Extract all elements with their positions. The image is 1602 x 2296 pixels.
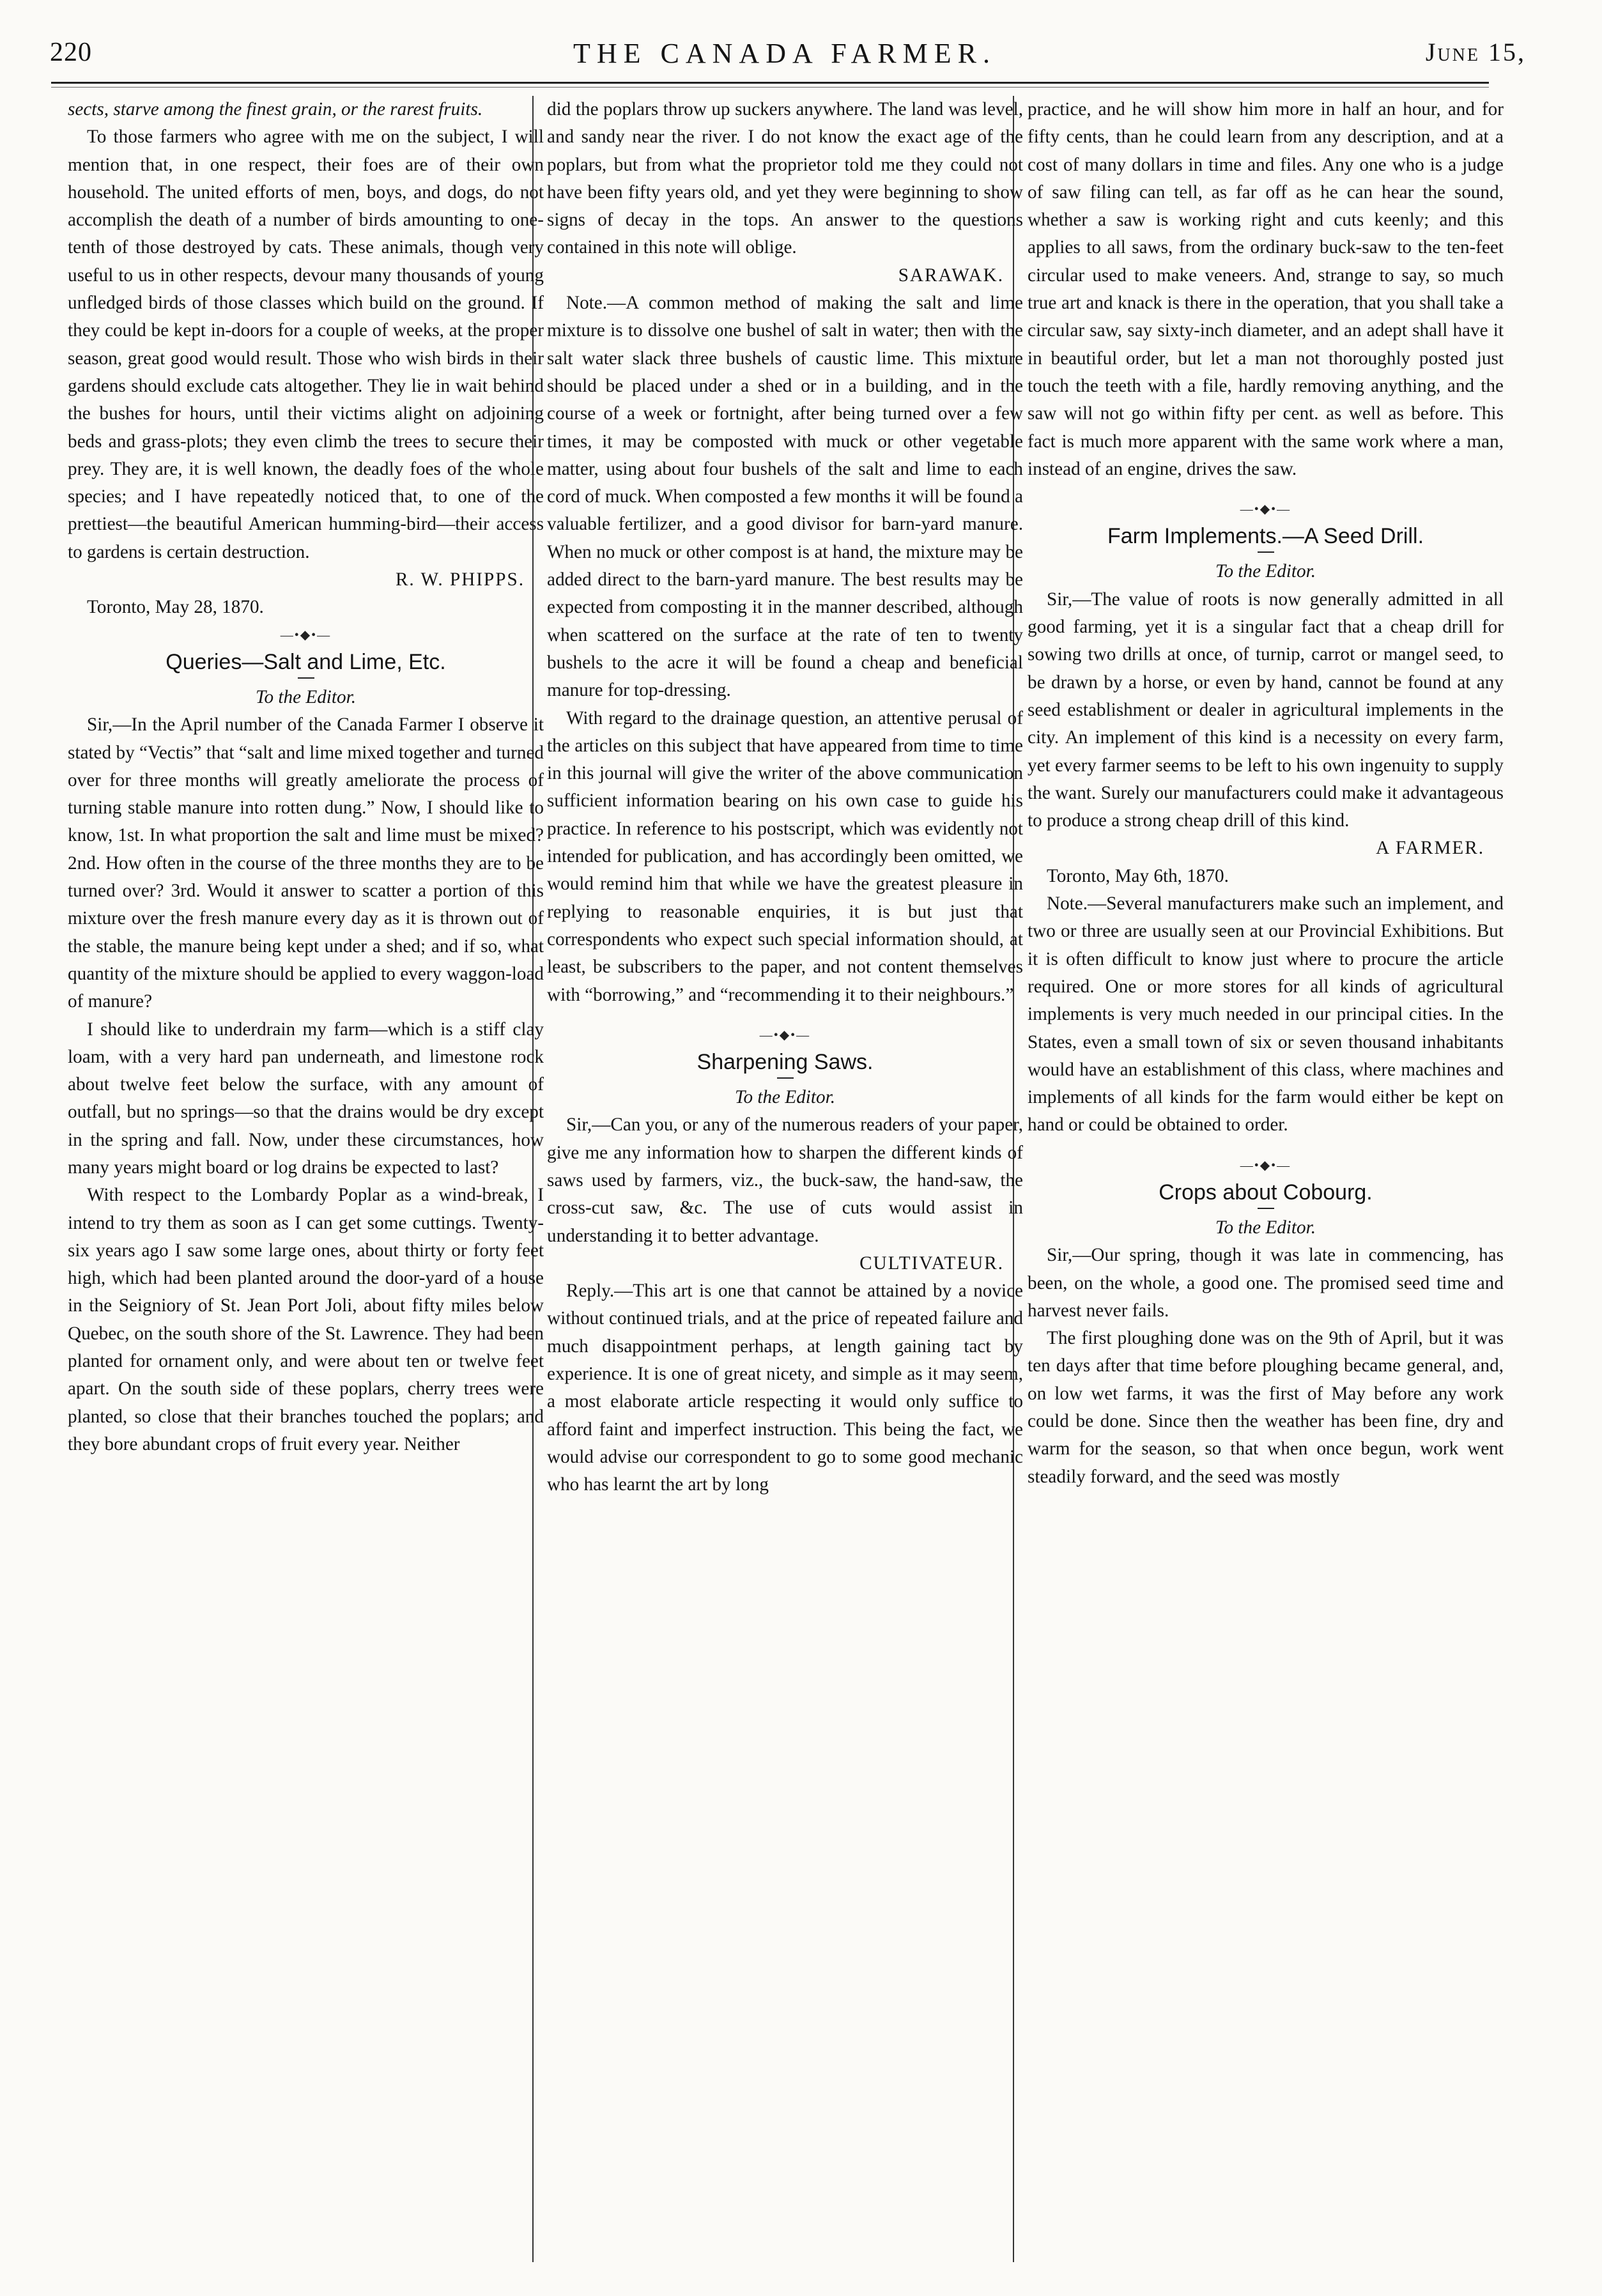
article-heading: Queries—Salt and Lime, Etc. xyxy=(166,649,446,674)
masthead-title: THE CANADA FARMER. xyxy=(573,38,996,69)
paragraph: With regard to the drainage question, an attentive perusal of the articles on this subject that have appeared from time to time in this journal will give the writer of the above communication sufficient information bearing on his own case to guide his practice. In reference to his postscript, which was evidently not intended for publication, and has accordingly been omitted, we would remind him that while we have the greatest pleasure in replying to reasonable enquiries, it is but just that correspondents who expect such special information should, at least, be subscribers to the paper, and not content themselves with “borrowing,” and “recommending it to their neighbours.” xyxy=(547,707,1023,1005)
salutation: To the Editor. xyxy=(1215,561,1316,582)
column-3 xyxy=(1028,96,1504,2269)
dateline: Toronto, May 6th, 1870. xyxy=(1047,865,1229,886)
paragraph: Sir,—Can you, or any of the numerous readers of your paper, give me any information how to sharpen the different kinds of saws used by farmers, viz., the buck-saw, the hand-saw, the cross-cut saw, &c. The use of cuts would assist in understanding it to better advantage. xyxy=(547,1114,1023,1246)
signature: R. W. PHIPPS. xyxy=(395,569,525,590)
paragraph: I should like to underdrain my farm—which is a stiff clay loam, with a very hard pan underneath, and limestone rock about twelve feet below the surface, with any amount of outfall, but no springs—so that the drains would be dry except in the spring and fall. Now, under these circumstances, how many years might board or log drains be expected to last? xyxy=(68,1019,544,1178)
heading-rule xyxy=(777,1077,794,1084)
heading-rule xyxy=(298,677,314,684)
column-2 xyxy=(547,96,1023,2269)
section-ornament: —•◆•— xyxy=(759,1028,811,1042)
heading-rule xyxy=(1258,1208,1274,1214)
paragraph: practice, and he will show him more in half an hour, and for fifty cents, than he could learn from any description, and at a cost of many dollars in time and files. Any one who is a judge of saw filing can tell, as far off as he can hear the sound, whether a saw is working right and cuts keenly; and this applies to all saws, from the ordinary buck-saw to the ten-feet circular used to make veneers. And, strange to say, so much true art and knack is there in the operation, that you shall take a circular saw, say sixty-inch diameter, and an adept shall have it in beautiful order, but let a man not thoroughly posted just touch the teeth with a file, hardly removing anything, and the saw will not go within fifty per cent. as well as before. This fact is much more apparent with the same work where a man, instead of an engine, drives the saw. xyxy=(1028,99,1504,479)
paragraph: Sir,—The value of roots is now generally admitted in all good farming, yet it is a singular fact that a cheap drill for sowing two drills at once, of turnip, carrot or mangel seed, to be drawn by a horse, or even by hand, cannot be found at any seed establishment or dealer in agricultural implements in the city. An implement of this kind is a necessity on every farm, yet every farmer seems to be left to his own ingenuity to supply the want. Surely our manufacturers could make it advantageous to produce a strong cheap drill of this kind. xyxy=(1028,589,1504,831)
section-ornament: —•◆•— xyxy=(280,628,332,642)
article-heading: Crops about Cobourg. xyxy=(1159,1180,1373,1205)
paragraph: sects, starve among the finest grain, or the rarest fruits. xyxy=(68,99,483,119)
salutation: To the Editor. xyxy=(734,1087,836,1108)
paragraph: did the poplars throw up suckers anywhere. The land was level, and sandy near the river. I do not know the exact age of the poplars, but from what the proprietor told me they could not have been fifty years old, and yet they were beginning to show signs of decay in the tops. An answer to the questions contained in this note will oblige. xyxy=(547,99,1023,258)
paragraph: Sir,—In the April number of the Canada Farmer I observe it stated by “Vectis” that “salt and lime mixed together and turned over for three months will greatly ameliorate the process of turning stable manure into rotten dung.” Now, I should like to know, 1st. In what proportion the salt and lime must be mixed? 2nd. How often in the course of the three months they are to be turned over? 3rd. Would it answer to scatter a portion of this mixture over the fresh manure every day as it is thrown out of the stable, the manure being kept under a shed; and if so, what quantity of the mixture should be applied to every waggon-load of manure? xyxy=(68,714,544,1012)
page-header xyxy=(37,37,1532,77)
signature: A FARMER. xyxy=(1376,838,1484,859)
column-1 xyxy=(68,96,544,2269)
signature: CULTIVATEUR. xyxy=(859,1252,1004,1274)
editor-note: Note.—Several manufacturers make such an implement, and two or three are usually seen at our Provincial Exhibitions. But it is often difficult to know just where to procure the article required. One or more stores for all kinds of agricultural implements is very much needed in our principal cities. In the States, even a small town of six or seven thousand inhabitants would have an establishment of this class, where machines and implements of all kinds for the farm would either be kept on hand or could be obtained to order. xyxy=(1028,893,1504,1136)
salutation: To the Editor. xyxy=(1215,1217,1316,1238)
issue-date: June 15, xyxy=(1425,38,1526,66)
dateline: Toronto, May 28, 1870. xyxy=(87,597,264,618)
page-number: 220 xyxy=(50,38,92,67)
header-rule xyxy=(51,82,1489,84)
header-rule-thin xyxy=(51,87,1489,88)
paragraph: The first ploughing done was on the 9th of April, but it was ten days after that time before ploughing became general, and, on low wet farms, it was the first of May before any work could be done. Since then the weather has been fine, dry and warm for the season, so that when once begun, work went steadily forward, and the seed was mostly xyxy=(1028,1328,1504,1487)
salutation: To the Editor. xyxy=(255,686,357,707)
editor-reply: Reply.—This art is one that cannot be attained by a novice without continued trials, and at the price of repeated failure and much disappointment perhaps, at length gaining tact by experience. It is one of great nicety, and simple as it may seem, a most elaborate article respecting it would only suffice to afford faint and imperfect instruction. This being the fact, we would advise our correspondent to go to some good mechanic who has learnt the art by long xyxy=(547,1281,1023,1495)
section-ornament: —•◆•— xyxy=(1240,1158,1291,1173)
paragraph: To those farmers who agree with me on the subject, I will mention that, in one respect, their foes are of their own household. The united efforts of men, boys, and dogs, do not accomplish the death of a number of birds amounting to one-tenth of those destroyed by cats. These animals, though very useful to us in other respects, devour many thousands of young unfledged birds of those classes which build on the ground. If they could be kept in-doors for a couple of weeks, at the proper season, great good would result. Those who wish birds in their gardens should exclude cats altogether. They lie in wait behind the bushes for hours, until their victims alight on adjoining beds and grass-plots; they even climb the trees to secure their prey. They are, it is well known, the deadly foes of the whole species; and I have repeatedly noticed that, to one of the prettiest—the beautiful American humming-bird—their access to gardens is certain destruction. xyxy=(68,127,544,562)
signature: SARAWAK. xyxy=(898,265,1004,286)
section-ornament: —•◆•— xyxy=(1240,502,1291,517)
editor-note: Note.—A common method of making the salt and lime mixture is to dissolve one bushel of salt in water; then with the salt water slack three bushels of caustic lime. This mixture should be placed under a shed or in a building, and in the course of a week or fortnight, after being turned over a few times, it may be composted with muck or other vegetable matter, using about four bushels of the salt and lime to each cord of muck. When composted a few months it will be found a valuable fertilizer, and a good divisor for barn-yard manure. When no muck or other compost is at hand, the mixture may be added direct to the barn-yard manure. The best results may be expected from composting it in the manner described, although when scattered on the surface at the rate of ten to twenty bushels to the acre it will be found a cheap and beneficial manure for top-dressing. xyxy=(547,293,1023,701)
heading-rule xyxy=(1258,551,1274,558)
paragraph: Sir,—Our spring, though it was late in commencing, has been, on the whole, a good one. The promised seed time and harvest never fails. xyxy=(1028,1245,1504,1321)
article-heading: Sharpening Saws. xyxy=(697,1049,874,1074)
paragraph: With respect to the Lombardy Poplar as a wind-break, I intend to try them as soon as I can get some cuttings. Twenty-six years ago I saw some large ones, about thirty or forty feet high, which had been planted around the door-yard of a house in the Seigniory of St. Jean Port Joli, about fifty miles below Quebec, on the south shore of the St. Lawrence. They had been planted for ornament only, and were about ten or twelve feet apart. On the south side of these poplars, cherry trees were planted, so close that their branches touched the poplars; and they bore abundant crops of fruit every year. Neither xyxy=(68,1185,544,1454)
article-heading: Farm Implements.—A Seed Drill. xyxy=(1107,524,1424,549)
